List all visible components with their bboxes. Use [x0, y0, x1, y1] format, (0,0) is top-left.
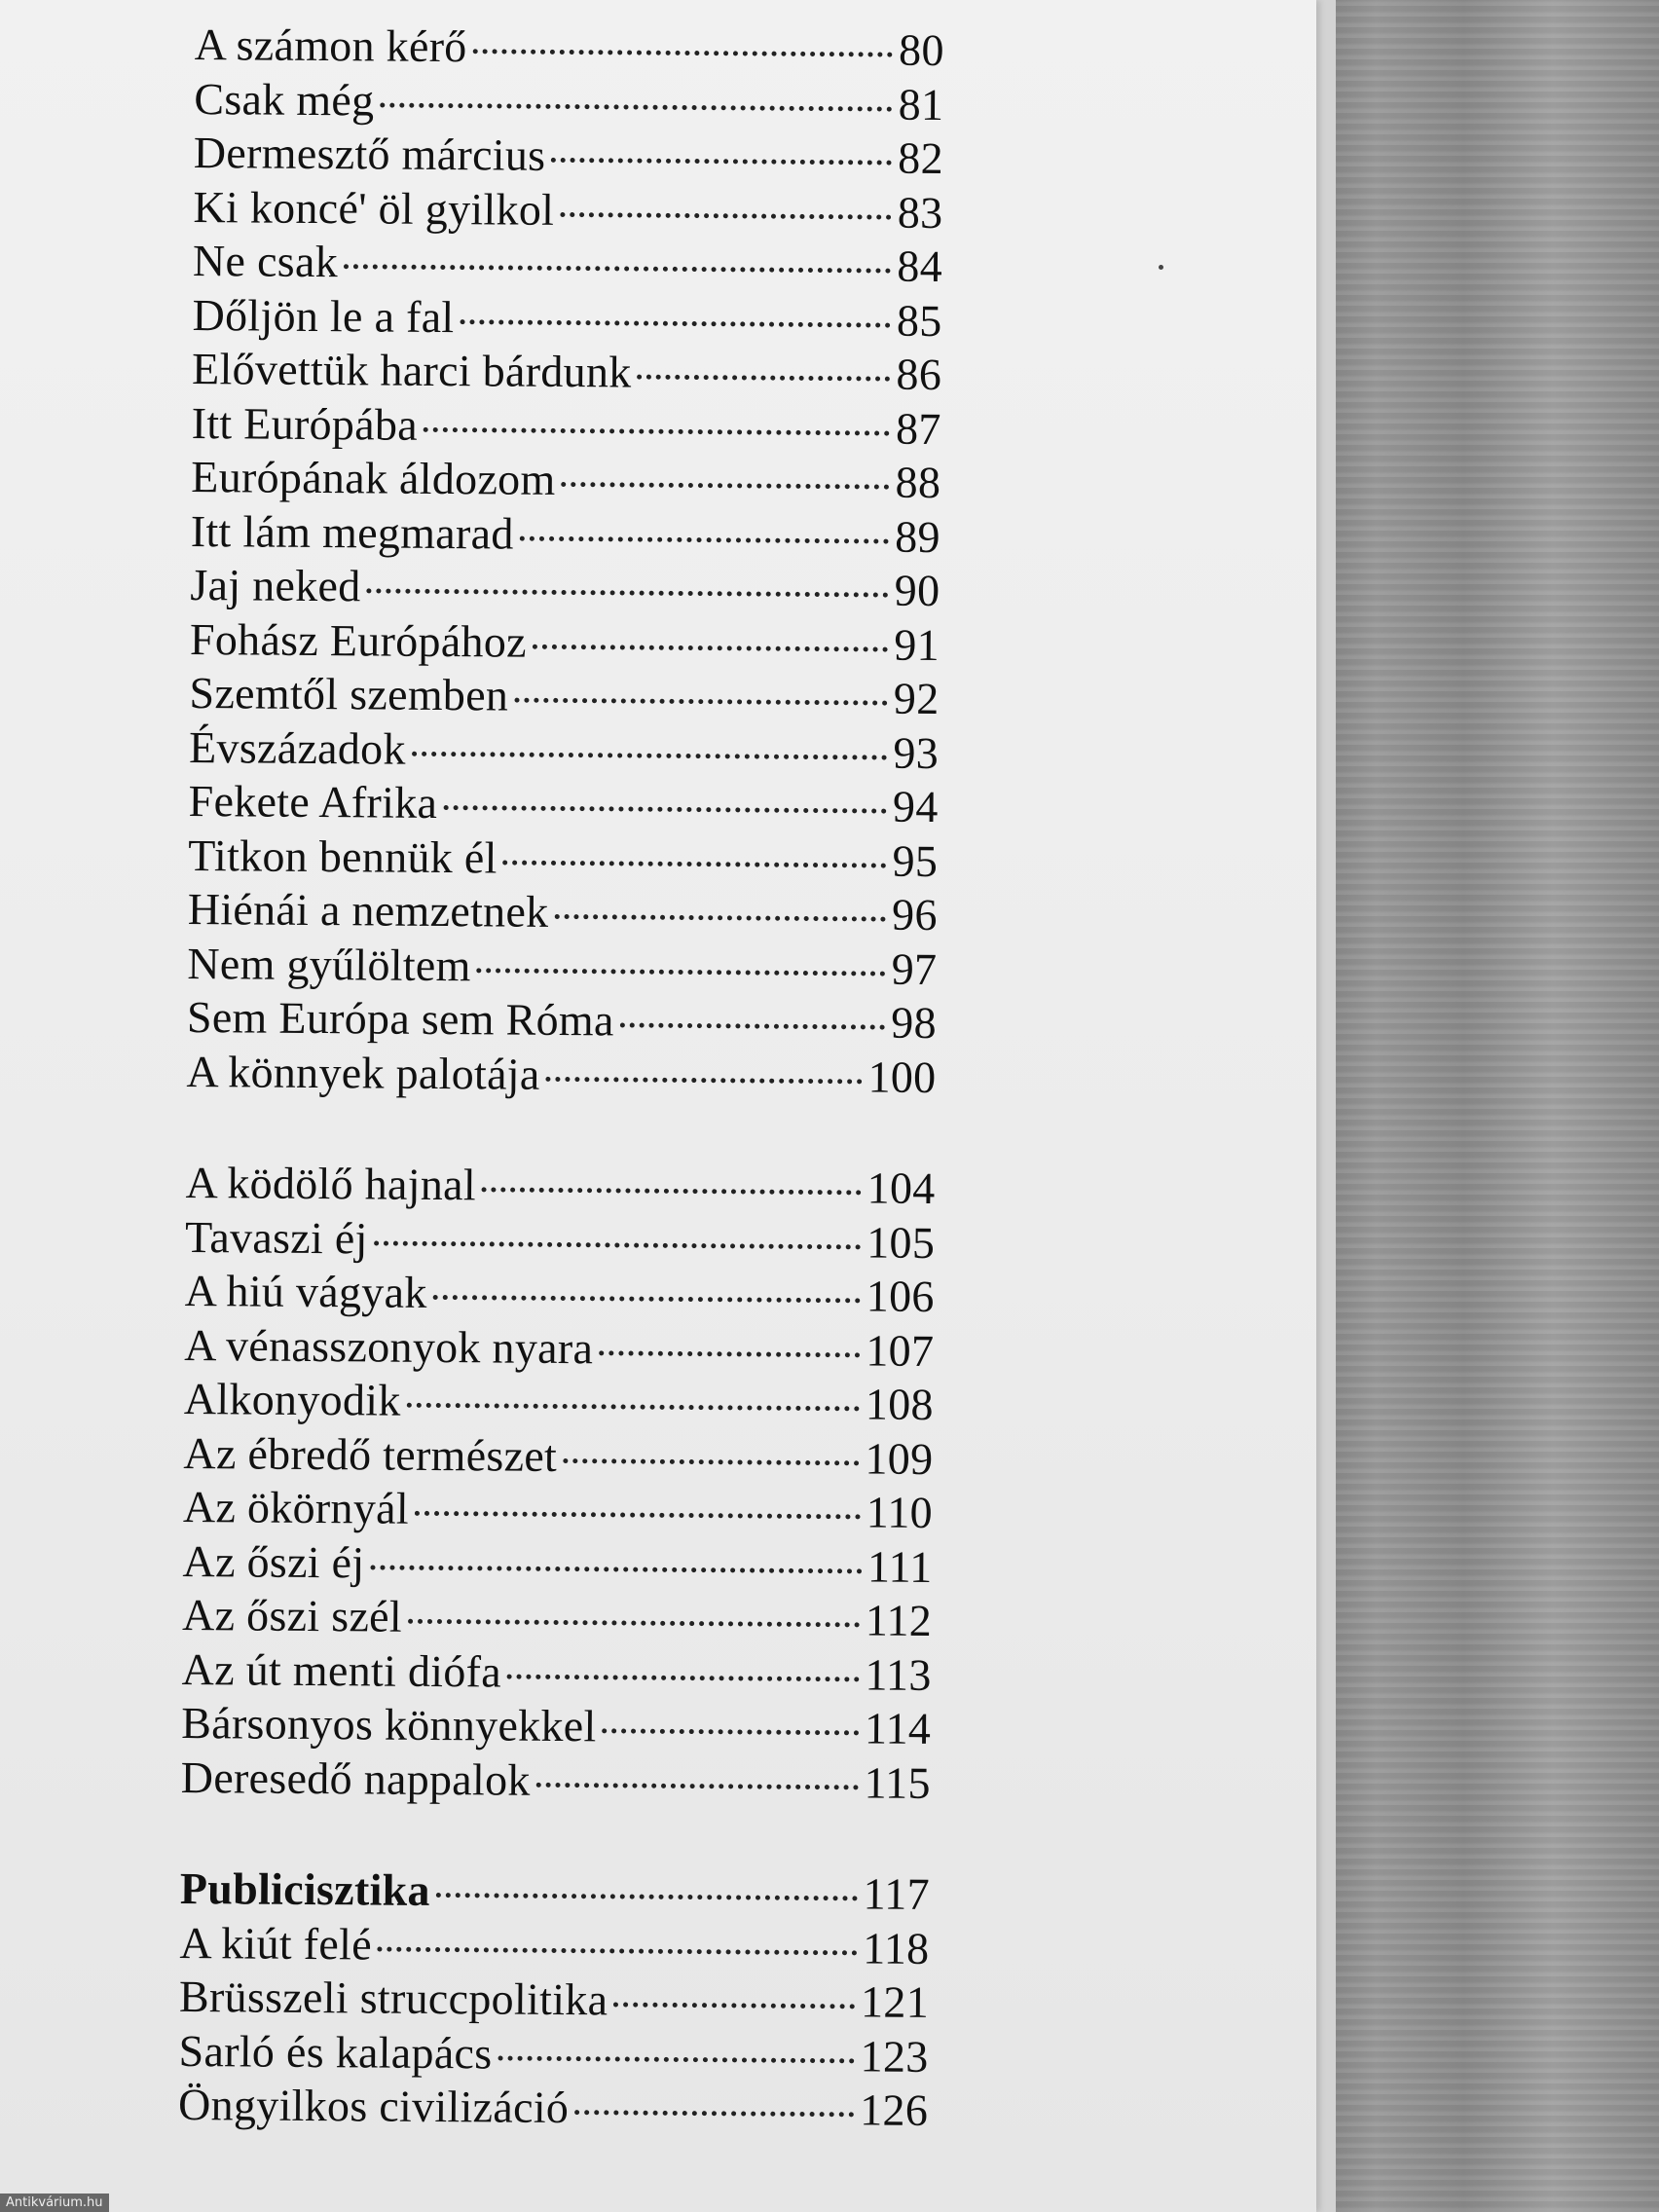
- toc-entry: [191, 450, 940, 510]
- dot-leader: [460, 319, 890, 327]
- entry-title: A hiú vágyak: [184, 1265, 427, 1317]
- dot-leader: [574, 2110, 854, 2117]
- entry-title: Az ébredő természet: [183, 1427, 558, 1481]
- entry-title: Az őszi éj: [182, 1535, 365, 1587]
- entry-title: Itt lám megmarad: [190, 505, 514, 559]
- toc-entry: [185, 1264, 935, 1324]
- toc-entry: [179, 1915, 929, 1975]
- entry-page-number: 83: [897, 187, 943, 238]
- dot-leader: [477, 968, 886, 976]
- toc-entry: [178, 2023, 928, 2083]
- entry-title: A ködölő hajnal: [185, 1157, 477, 1210]
- entry-page-number: 88: [895, 457, 941, 508]
- entry-title: Titkon bennük él: [188, 830, 498, 882]
- entry-title: Deresedő nappalok: [180, 1751, 531, 1805]
- toc-entry: [184, 1317, 934, 1378]
- dot-leader: [520, 535, 890, 543]
- entry-page-number: 89: [895, 511, 941, 562]
- dot-leader: [424, 426, 890, 435]
- toc-entry: [178, 2078, 928, 2138]
- toc-entry: [194, 126, 943, 186]
- dot-leader: [554, 914, 886, 922]
- entry-page-number: 80: [898, 24, 944, 76]
- toc-entry: [190, 611, 940, 672]
- dot-leader: [603, 1728, 859, 1735]
- dot-leader: [367, 588, 889, 597]
- entry-title: Csak még: [194, 73, 375, 125]
- entry-page-number: 96: [891, 889, 938, 940]
- dot-leader: [374, 1240, 862, 1249]
- entry-title: Dőljön le a fal: [192, 289, 455, 342]
- dot-leader: [533, 644, 889, 651]
- dot-leader: [344, 264, 891, 273]
- entry-title: Európának áldozom: [191, 451, 556, 504]
- toc-entry: [182, 1588, 932, 1648]
- entry-page-number: 92: [893, 673, 940, 724]
- toc-entry: [179, 1970, 929, 2030]
- entry-page-number: 123: [860, 2030, 929, 2082]
- toc-entry: [188, 882, 938, 942]
- entry-page-number: 110: [866, 1487, 934, 1537]
- entry-title: Tavaszi éj: [184, 1211, 368, 1263]
- entry-title: Alkonyodik: [183, 1373, 401, 1425]
- entry-page-number: 111: [866, 1540, 933, 1592]
- entry-title: Elővettük harci bárdunk: [191, 343, 632, 397]
- dot-leader: [561, 482, 889, 490]
- toc-entry: [183, 1480, 933, 1540]
- entry-title: Dermesztő március: [193, 127, 546, 180]
- entry-title: Sem Európa sem Róma: [186, 991, 614, 1046]
- entry-title: Sarló és kalapács: [178, 2025, 493, 2078]
- toc-entry: [181, 1750, 931, 1810]
- entry-page-number: 113: [865, 1648, 932, 1700]
- dot-leader: [443, 805, 887, 814]
- entry-page-number: 114: [864, 1703, 932, 1753]
- entry-title: Hiénái a nemzetnek: [187, 883, 549, 937]
- dot-leader: [378, 1946, 857, 1955]
- toc-section: [178, 1862, 930, 2138]
- entry-page-number: 112: [865, 1595, 933, 1645]
- entry-page-number: 90: [894, 565, 940, 616]
- entry-page-number: 108: [865, 1379, 935, 1430]
- dot-leader: [551, 158, 892, 166]
- entry-page-number: 95: [892, 835, 939, 886]
- entry-title: Brüsszeli struccpolitika: [178, 1971, 608, 2025]
- toc-entry: [192, 287, 941, 348]
- dot-leader: [503, 860, 887, 867]
- entry-title: Ne csak: [192, 235, 339, 287]
- toc-entry: [193, 179, 942, 240]
- table-surface: [1305, 0, 1659, 2212]
- toc-heading-entry: [180, 1862, 930, 1922]
- entry-title: A számon kérő: [194, 18, 467, 72]
- watermark: Antikvárium.hu: [0, 2194, 109, 2212]
- entry-page-number: 107: [866, 1324, 935, 1376]
- entry-page-number: 121: [860, 1976, 930, 2027]
- dot-leader: [436, 1893, 858, 1900]
- dot-leader: [482, 1187, 862, 1195]
- entry-title: Fekete Afrika: [188, 775, 438, 828]
- dot-leader: [514, 698, 888, 706]
- entry-page-number: 94: [892, 781, 939, 832]
- entry-page-number: 105: [866, 1216, 936, 1268]
- entry-page-number: 126: [860, 2084, 929, 2135]
- entry-page-number: 87: [895, 403, 941, 454]
- toc-entry: [191, 503, 940, 564]
- entry-page-number: 97: [891, 943, 938, 994]
- entry-title: Az ökörnyál: [182, 1481, 410, 1533]
- entry-title: Az őszi szél: [181, 1589, 403, 1641]
- entry-page-number: 106: [866, 1271, 935, 1322]
- dot-leader: [563, 1458, 859, 1465]
- dot-leader: [412, 751, 888, 759]
- toc-entry: [181, 1641, 931, 1702]
- toc-entry: [195, 18, 944, 78]
- entry-page-number: 81: [898, 79, 944, 129]
- toc-entry: [183, 1425, 933, 1486]
- entry-title: Ki koncé' öl gyilkol: [193, 181, 555, 235]
- dot-leader: [370, 1565, 862, 1573]
- toc-entry: [189, 666, 939, 726]
- entry-title: Jaj neked: [190, 559, 361, 611]
- entry-page-number: 82: [898, 132, 944, 184]
- entry-page-number: 86: [896, 349, 942, 400]
- toc-entry: [181, 1696, 931, 1756]
- dot-leader: [380, 102, 892, 111]
- toc-entry: [182, 1533, 932, 1594]
- toc-entry: [184, 1372, 934, 1432]
- toc-entry: [187, 936, 937, 996]
- dot-leader: [536, 1782, 859, 1789]
- entry-page-number: 85: [896, 295, 942, 346]
- toc-entry: [192, 342, 941, 402]
- entry-page-number: 100: [867, 1051, 937, 1102]
- entry-page-number: 117: [863, 1868, 931, 1919]
- entry-page-number: 84: [897, 240, 943, 292]
- toc-entry: [192, 395, 941, 456]
- entry-title: Nem gyűlöltem: [187, 938, 471, 990]
- toc-section: [186, 18, 944, 1104]
- toc-section: [181, 1156, 936, 1810]
- entry-page-number: 115: [864, 1756, 931, 1808]
- entry-title: Bársonyos könnyekkel: [181, 1697, 597, 1751]
- entry-page-number: 104: [866, 1162, 936, 1214]
- dot-leader: [599, 1350, 860, 1357]
- entry-title: A kiút felé: [179, 1917, 373, 1969]
- paper-speck: [1159, 265, 1163, 270]
- entry-title: Öngyilkos civilizáció: [177, 2079, 570, 2133]
- entry-title: A könnyek palotája: [186, 1046, 540, 1099]
- toc-entry: [189, 719, 939, 780]
- toc-entry: [188, 774, 938, 834]
- toc-entry: [194, 71, 943, 131]
- entry-title: Fohász Európához: [189, 613, 528, 667]
- entry-page-number: 118: [863, 1922, 930, 1973]
- dot-leader: [473, 49, 894, 56]
- entry-title: Szemtől szemben: [189, 667, 509, 720]
- entry-title: Publicisztika: [179, 1862, 431, 1915]
- entry-page-number: 93: [893, 727, 940, 778]
- dot-leader: [498, 2055, 854, 2063]
- toc-entry: [193, 234, 942, 294]
- toc-entry: [187, 990, 937, 1051]
- toc-entry: [185, 1209, 935, 1270]
- toc-entry: [188, 828, 938, 888]
- dot-leader: [620, 1022, 886, 1029]
- dot-leader: [433, 1295, 861, 1303]
- table-of-contents: [178, 18, 944, 2137]
- dot-leader: [638, 375, 891, 382]
- dot-leader: [415, 1511, 861, 1520]
- entry-page-number: 109: [865, 1432, 934, 1484]
- entry-page-number: 91: [894, 619, 940, 670]
- dot-leader: [407, 1403, 860, 1412]
- dot-leader: [560, 211, 892, 219]
- entry-page-number: 98: [891, 997, 938, 1049]
- toc-entry: [190, 558, 940, 618]
- entry-title: Itt Európába: [191, 397, 419, 450]
- toc-entry: [185, 1156, 935, 1216]
- toc-entry: [186, 1044, 936, 1104]
- dot-leader: [546, 1076, 863, 1084]
- dot-leader: [507, 1674, 860, 1681]
- entry-title: Évszázadok: [188, 721, 406, 774]
- entry-title: Az út menti diófa: [181, 1643, 502, 1697]
- entry-title: A vénasszonyok nyara: [184, 1319, 594, 1373]
- dot-leader: [408, 1619, 860, 1628]
- dot-leader: [613, 2002, 855, 2009]
